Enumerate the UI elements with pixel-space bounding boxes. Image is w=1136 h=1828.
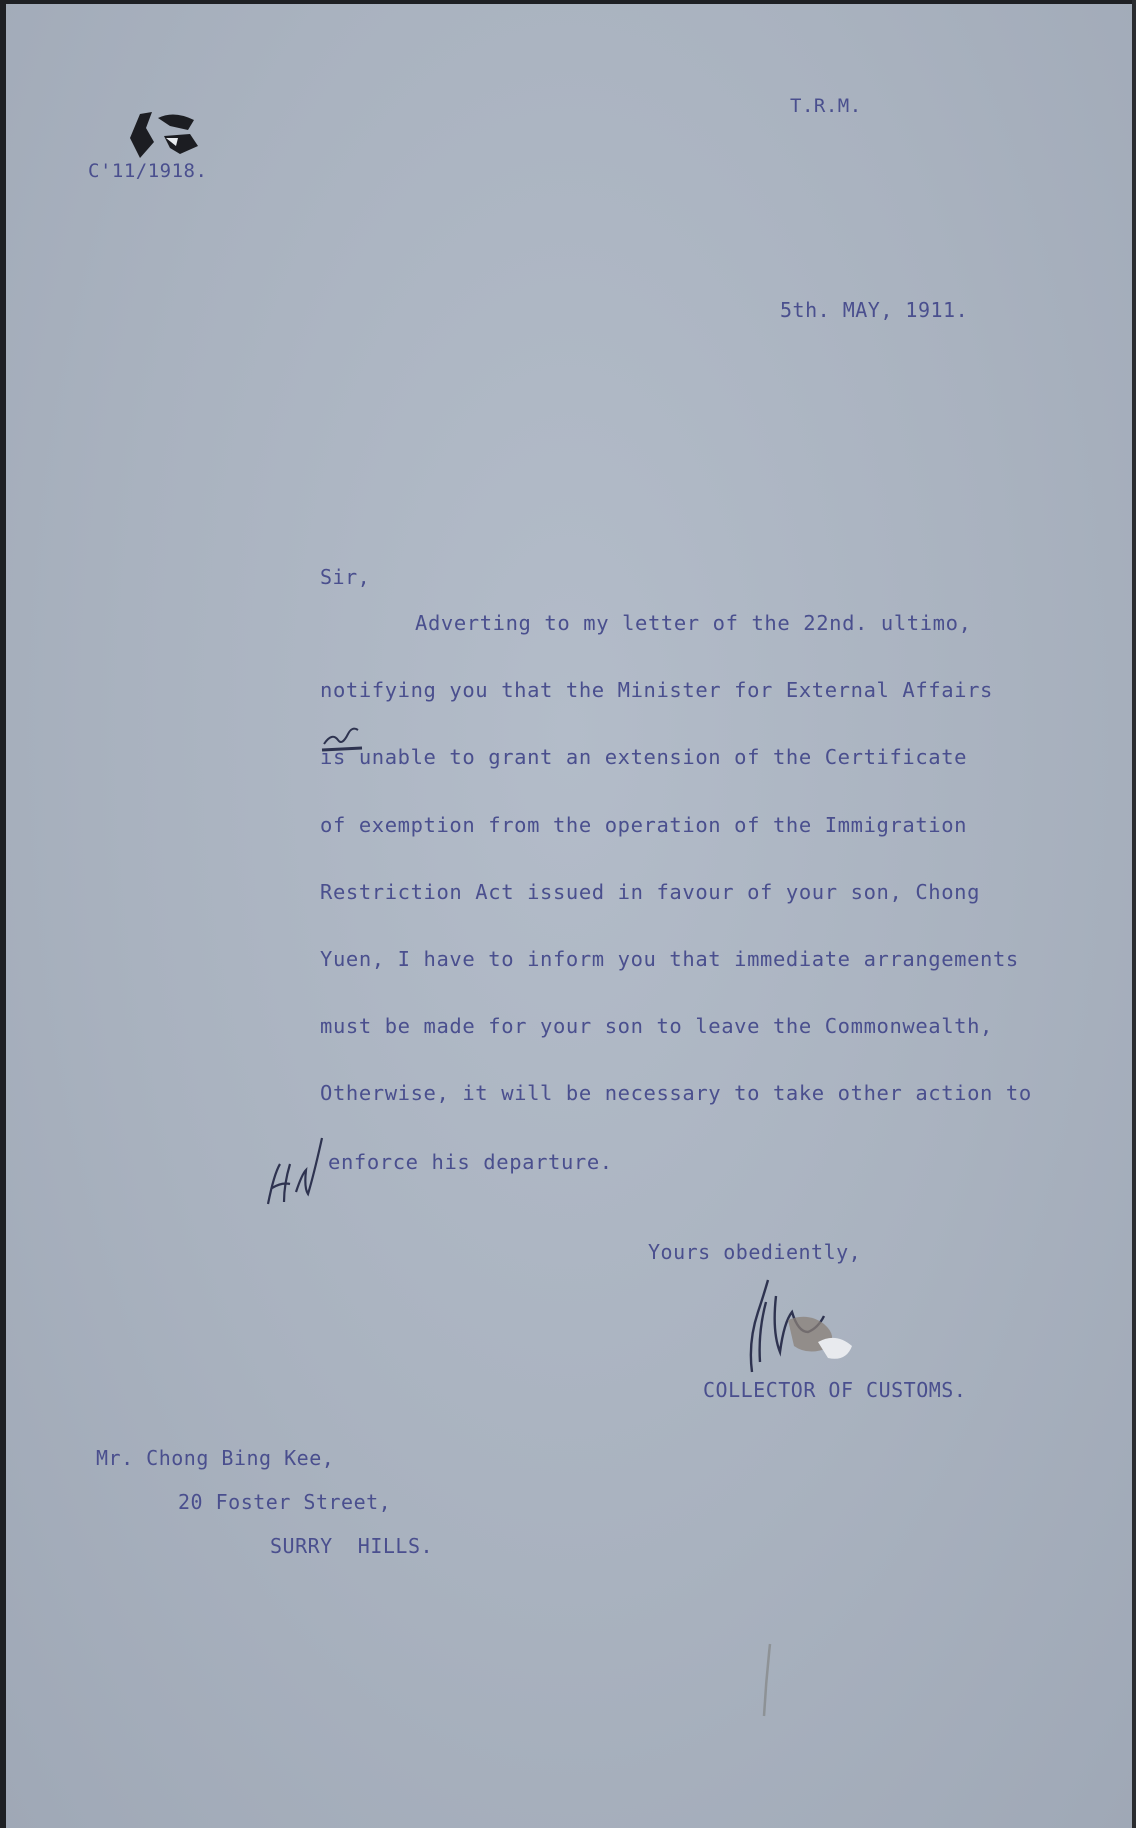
margin-initials-handwritten bbox=[262, 1134, 330, 1210]
body-line-7: must be made for your son to leave the Commonwealth, bbox=[320, 1014, 993, 1038]
handwritten-correction bbox=[318, 722, 368, 752]
addressee-suburb: SURRY HILLS. bbox=[270, 1534, 434, 1558]
addressee-name: Mr. Chong Bing Kee, bbox=[96, 1446, 335, 1470]
scan-border-left bbox=[0, 0, 6, 1828]
body-line-1: Adverting to my letter of the 22nd. ultimo, bbox=[415, 611, 972, 635]
signatory-title: COLLECTOR OF CUSTOMS. bbox=[703, 1378, 967, 1402]
body-line-4: of exemption from the operation of the Immigration bbox=[320, 813, 968, 837]
scan-border-top bbox=[0, 0, 1136, 4]
signature bbox=[728, 1272, 878, 1382]
body-line-5: Restriction Act issued in favour of your son, Chong bbox=[320, 880, 981, 904]
body-line-3: is unable to grant an extension of the Certificate bbox=[320, 745, 968, 769]
scan-border-right bbox=[1132, 0, 1136, 1828]
body-line-8: Otherwise, it will be necessary to take other action to bbox=[320, 1081, 1032, 1105]
punch-hole-marks bbox=[118, 108, 206, 166]
typist-initials: T.R.M. bbox=[790, 95, 862, 117]
body-line-2: notifying you that the Minister for External Affairs bbox=[320, 678, 993, 702]
body-line-9: enforce his departure. bbox=[328, 1150, 613, 1174]
file-reference: C'11/1918. bbox=[88, 160, 208, 182]
closing: Yours obediently, bbox=[648, 1240, 862, 1264]
body-line-6: Yuen, I have to inform you that immediate arrangements bbox=[320, 947, 1019, 971]
letter-date: 5th. MAY, 1911. bbox=[780, 298, 969, 322]
addressee-street: 20 Foster Street, bbox=[178, 1490, 392, 1514]
paper-smudge bbox=[756, 1640, 780, 1720]
salutation: Sir, bbox=[320, 565, 371, 589]
